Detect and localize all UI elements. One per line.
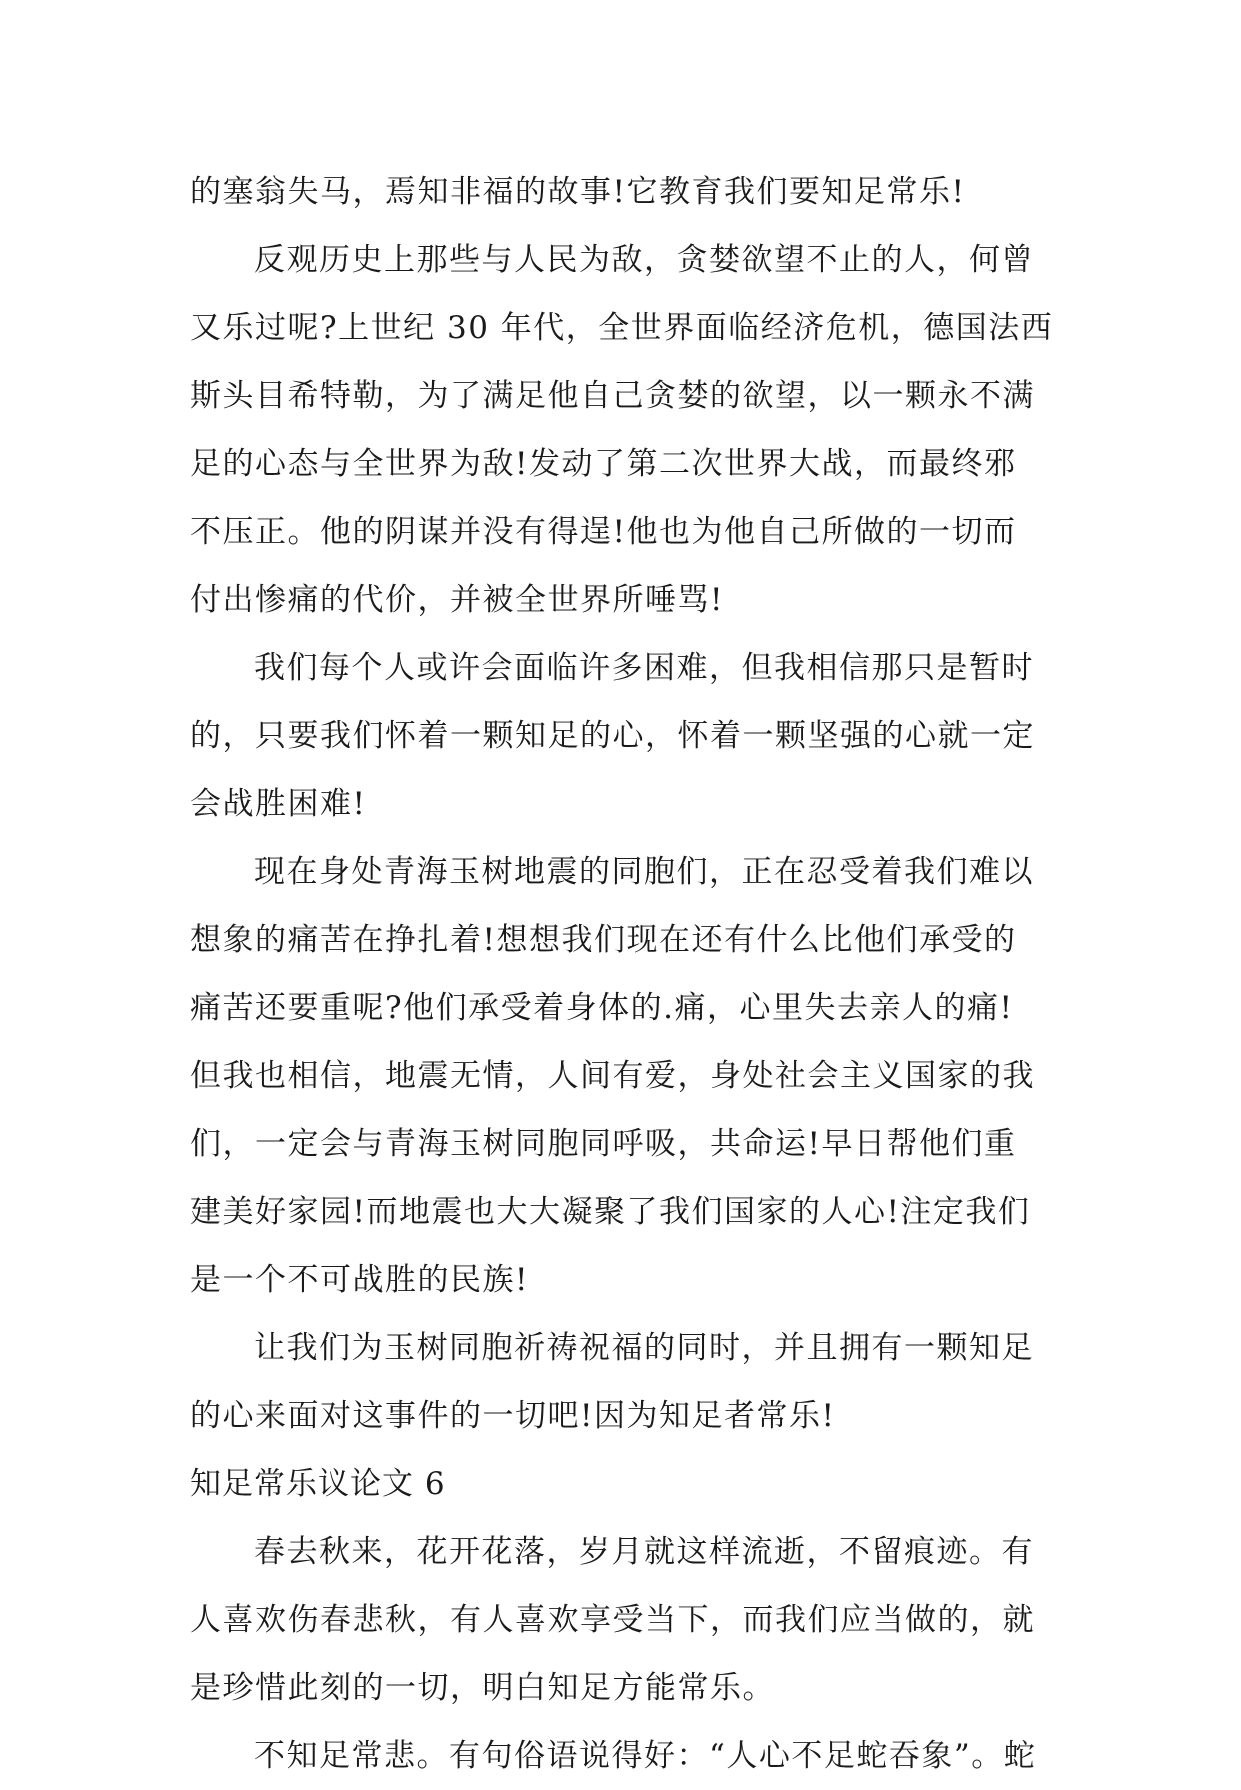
- document-page: [190, 158, 1052, 1790]
- text-line: 的，只要我们怀着一颗知足的心，怀着一颗坚强的心就一定: [190, 718, 1035, 754]
- paragraph-first-line: 反观历史上那些与人民为敌，贪婪欲望不止的人，何曾: [254, 242, 1034, 278]
- paragraph-first-line: 让我们为玉树同胞祈祷祝福的同时，并且拥有一颗知足: [254, 1330, 1034, 1366]
- text-line: 付出惨痛的代价，并被全世界所唾骂!: [190, 582, 724, 618]
- text-line: 们，一定会与青海玉树同胞同呼吸，共命运!早日帮他们重: [190, 1126, 1017, 1162]
- text-line: 人喜欢伤春悲秋，有人喜欢享受当下，而我们应当做的，就: [190, 1602, 1035, 1638]
- text-line: 建美好家园!而地震也大大凝聚了我们国家的人心!注定我们: [190, 1194, 1031, 1230]
- text-line: 的塞翁失马，焉知非福的故事!它教育我们要知足常乐!: [190, 174, 966, 210]
- text-line: 是一个不可战胜的民族!: [190, 1262, 529, 1298]
- text-line: 想象的痛苦在挣扎着!想想我们现在还有什么比他们承受的: [190, 922, 1017, 958]
- text-line: 又乐过呢?上世纪 30 年代，全世界面临经济危机，德国法西: [190, 310, 1054, 346]
- text-line: 的心来面对这事件的一切吧!因为知足者常乐!: [190, 1398, 836, 1434]
- text-line: 不压正。他的阴谋并没有得逞!他也为他自己所做的一切而: [190, 514, 1017, 550]
- text-line: 痛苦还要重呢?他们承受着身体的.痛，心里失去亲人的痛!: [190, 990, 1014, 1026]
- text-line: 是珍惜此刻的一切，明白知足方能常乐。: [190, 1670, 775, 1706]
- paragraph-first-line: 春去秋来，花开花落，岁月就这样流逝，不留痕迹。有: [254, 1534, 1034, 1570]
- paragraph-first-line: 我们每个人或许会面临许多困难，但我相信那只是暂时: [254, 650, 1034, 686]
- paragraph-first-line: 不知足常悲。有句俗语说得好：“人心不足蛇吞象”。蛇: [254, 1738, 1037, 1774]
- text-line: 但我也相信，地震无情，人间有爱，身处社会主义国家的我: [190, 1058, 1035, 1094]
- text-line: 足的心态与全世界为敌!发动了第二次世界大战，而最终邪: [190, 446, 1017, 482]
- paragraph-first-line: 现在身处青海玉树地震的同胞们，正在忍受着我们难以: [254, 854, 1034, 890]
- text-line: 斯头目希特勒，为了满足他自己贪婪的欲望，以一颗永不满: [190, 378, 1035, 414]
- text-line: 会战胜困难!: [190, 786, 367, 822]
- section-heading: 知足常乐议论文 6: [190, 1466, 446, 1502]
